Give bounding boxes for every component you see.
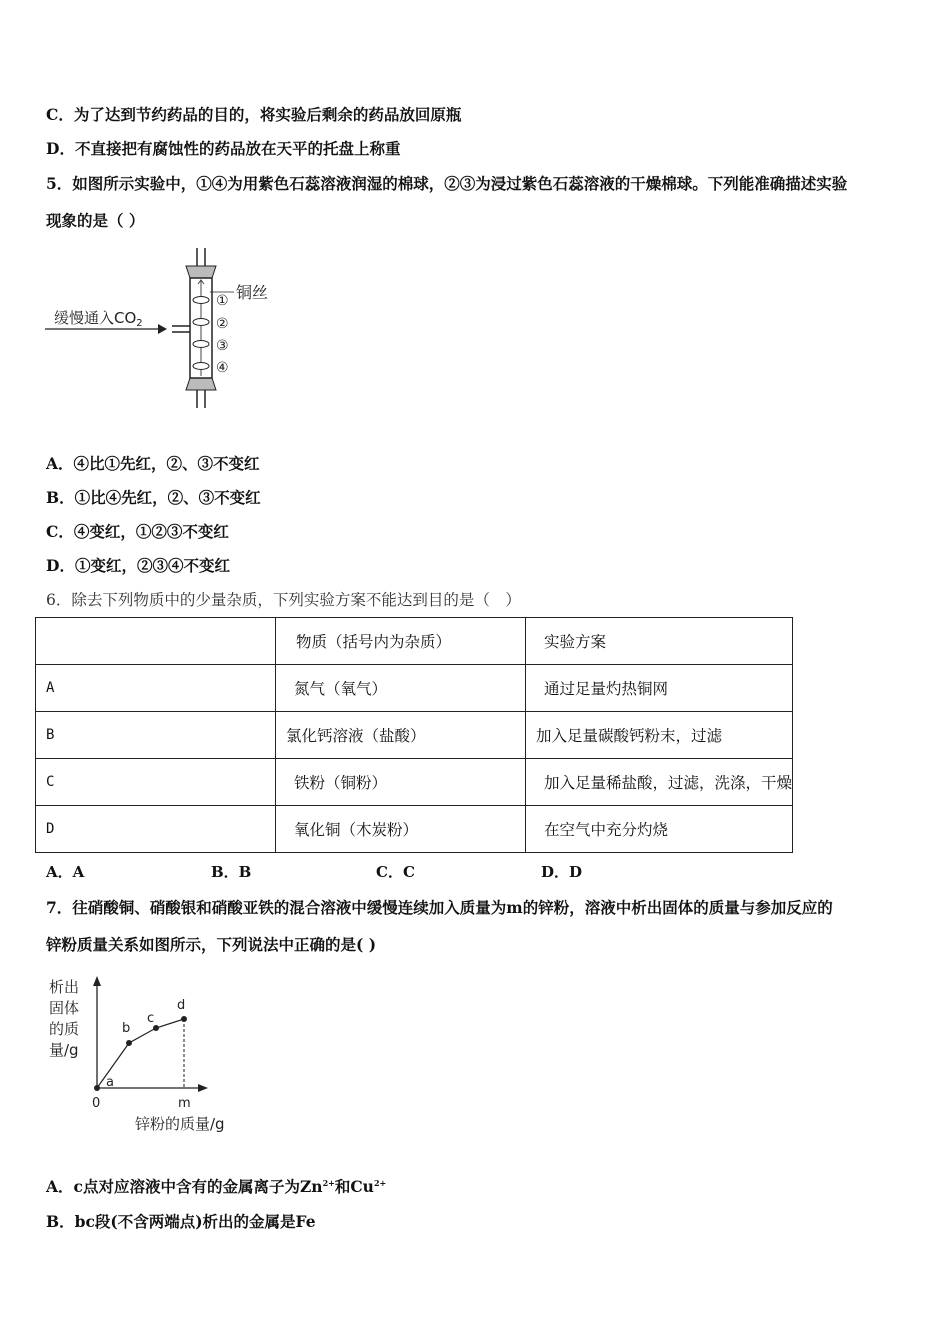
q6-option-c: C．C: [376, 863, 415, 881]
cotton-ball-3: [193, 341, 209, 348]
table-cell: 氧化铜（木炭粉）: [276, 806, 526, 853]
q4-option-c: C．为了达到节约药品的目的，将实验后剩余的药品放回原瓶: [46, 105, 462, 124]
x-axis-label: 锌粉的质量/g: [135, 1115, 225, 1133]
ball-label-4: ④: [216, 360, 229, 376]
ball-label-3: ③: [216, 338, 229, 354]
table-cell: 加入足量碳酸钙粉末，过滤: [526, 712, 793, 759]
ball-label-2: ②: [216, 316, 229, 332]
q5-option-c: C．④变红，①②③不变红: [46, 522, 229, 541]
q6-option-d: D．D: [541, 863, 583, 881]
q5-option-b: B．①比④先红，②、③不变红: [46, 488, 261, 507]
q7-stem-line2: 锌粉质量关系如图所示，下列说法中正确的是( ): [46, 935, 377, 954]
table-row: [36, 759, 793, 806]
y-axis-label-line: 的质: [49, 1020, 80, 1038]
table-row: [36, 806, 793, 853]
cotton-ball-1: [193, 297, 209, 304]
point-label-b: b: [122, 1021, 131, 1036]
copper-wire-label: 铜丝: [236, 283, 269, 302]
q5-stem-line1: 5．如图所示实验中，①④为用紫色石蕊溶液润湿的棉球，②③为浸过紫色石蕊溶液的干燥棉球。下列能准确描述实验: [46, 174, 848, 193]
q4-option-d: D．不直接把有腐蚀性的药品放在天平的托盘上称重: [46, 139, 401, 158]
table-header-cell: 物质（括号内为杂质）: [276, 618, 526, 665]
table-cell: D: [36, 806, 276, 853]
q5-option-d: D．①变红，②③④不变红: [46, 556, 230, 575]
bottom-stopper: [186, 378, 216, 390]
table-cell: 氮气（氧气）: [276, 665, 526, 712]
cotton-ball-2: [193, 319, 209, 326]
top-stopper: [186, 266, 216, 278]
q5-option-a: A．④比①先红，②、③不变红: [46, 454, 260, 473]
table-header-cell: 实验方案: [526, 618, 793, 665]
table-header-row: [36, 618, 793, 665]
point-label-a: a: [106, 1075, 114, 1090]
q7-stem-line1: 7．往硝酸铜、硝酸银和硝酸亚铁的混合溶液中缓慢连续加入质量为m的锌粉，溶液中析出固体的质量与参加反应的: [46, 898, 833, 917]
q7-option-a: A．c点对应溶液中含有的金属离子为$Zn^{2+}$和$Cu^{2+}$: [46, 1177, 387, 1196]
table-cell: B: [36, 712, 276, 759]
ball-label-1: ①: [216, 293, 229, 309]
q6-stem: 6．除去下列物质中的少量杂质，下列实验方案不能达到目的是（ ）: [46, 591, 521, 609]
q7-graph-figure: [40, 970, 250, 1140]
table-cell: A: [36, 665, 276, 712]
q5-apparatus-figure: [40, 240, 290, 415]
table-cell: 氯化钙溶液（盐酸）: [276, 712, 526, 759]
point-b: [126, 1040, 132, 1046]
point-d: [181, 1016, 187, 1022]
co2-label: 缓慢通入$CO_2$: [54, 309, 143, 329]
y-axis-label-line: 固体: [49, 999, 80, 1017]
point-a: [94, 1085, 100, 1091]
point-label-d: d: [177, 998, 186, 1013]
table-row: [36, 712, 793, 759]
table-cell: 铁粉（铜粉）: [276, 759, 526, 806]
origin-label: 0: [92, 1096, 101, 1111]
table-header-cell: [36, 618, 276, 665]
table-cell: 在空气中充分灼烧: [526, 806, 793, 853]
q6-option-b: B．B: [211, 863, 252, 881]
table-cell: 加入足量稀盐酸，过滤，洗涤，干燥: [526, 759, 793, 806]
table-cell: C: [36, 759, 276, 806]
y-axis-label-line: 量/g: [49, 1041, 79, 1059]
x-mark-m: m: [178, 1096, 191, 1111]
cotton-ball-4: [193, 363, 209, 370]
q7-option-b: B．bc段(不含两端点)析出的金属是Fe: [46, 1212, 316, 1231]
q6-option-a: A．A: [46, 863, 85, 881]
y-axis-label-line: 析出: [49, 978, 80, 996]
point-label-c: c: [147, 1011, 155, 1026]
q5-stem-line2: 现象的是（ ）: [46, 211, 145, 230]
q6-table: [35, 617, 793, 853]
table-row: [36, 665, 793, 712]
table-cell: 通过足量灼热铜网: [526, 665, 793, 712]
